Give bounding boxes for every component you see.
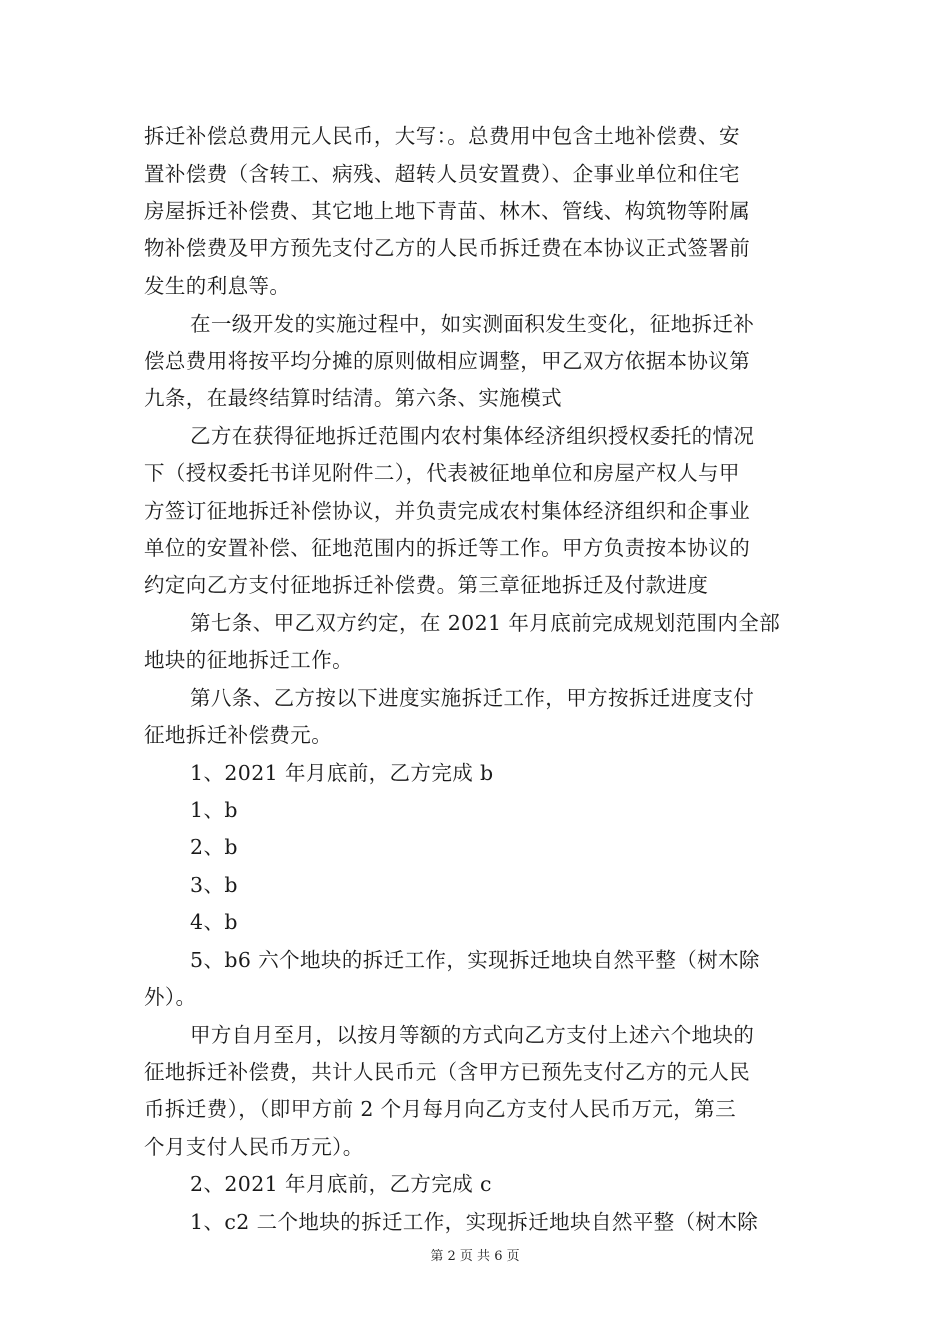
- text-line: 币拆迁费），（即甲方前 2 个月每月向乙方支付人民币万元，第三: [144, 1097, 736, 1121]
- page-number-footer: 第 2 页 共 6 页: [430, 1249, 520, 1264]
- text-line: 下（授权委托书详见附件二），代表被征地单位和房屋产权人与甲: [144, 461, 740, 485]
- text-line: 4、b: [190, 910, 238, 934]
- text-line: 2、2021 年月底前，乙方完成 c: [190, 1172, 492, 1196]
- text-line: 2、b: [190, 835, 238, 859]
- text-line: 物补偿费及甲方预先支付乙方的人民币拆迁费在本协议正式签署前: [144, 236, 751, 260]
- text-line: 九条，在最终结算时结清。第六条、实施模式: [144, 386, 562, 410]
- text-line: 单位的安置补偿、征地范围内的拆迁等工作。甲方负责按本协议的: [144, 536, 751, 560]
- text-line: 外）。: [144, 985, 197, 1009]
- text-line: 第八条、乙方按以下进度实施拆迁工作，甲方按拆迁进度支付: [190, 686, 755, 710]
- text-line: 1、2021 年月底前，乙方完成 b: [190, 761, 494, 785]
- text-line: 个月支付人民币万元）。: [144, 1135, 364, 1159]
- text-line: 乙方在获得征地拆迁范围内农村集体经济组织授权委托的情况: [190, 424, 755, 448]
- text-line: 征地拆迁补偿费元。: [144, 723, 333, 747]
- text-line: 征地拆迁补偿费，共计人民币元（含甲方已预先支付乙方的元人民: [144, 1060, 751, 1084]
- text-line: 5、b6 六个地块的拆迁工作，实现拆迁地块自然平整（树木除: [190, 948, 760, 972]
- text-line: 甲方自月至月，以按月等额的方式向乙方支付上述六个地块的: [190, 1023, 755, 1047]
- text-line: 在一级开发的实施过程中，如实测面积发生变化，征地拆迁补: [190, 312, 755, 336]
- text-line: 1、b: [190, 798, 238, 822]
- text-line: 3、b: [190, 873, 238, 897]
- text-line: 约定向乙方支付征地拆迁补偿费。第三章征地拆迁及付款进度: [144, 573, 709, 597]
- text-line: 发生的利息等。: [144, 274, 291, 298]
- text-line: 第七条、甲乙双方约定，在 2021 年月底前完成规划范围内全部: [190, 611, 781, 635]
- text-line: 房屋拆迁补偿费、其它地上地下青苗、林木、管线、构筑物等附属: [144, 199, 751, 223]
- text-line: 偿总费用将按平均分摊的原则做相应调整，甲乙双方依据本协议第: [144, 349, 751, 373]
- text-line: 方签订征地拆迁补偿协议，并负责完成农村集体经济组织和企事业: [144, 499, 751, 523]
- text-line: 置补偿费（含转工、病残、超转人员安置费）、企事业单位和住宅: [144, 162, 740, 186]
- text-line: 地块的征地拆迁工作。: [144, 648, 353, 672]
- text-line: 1、c2 二个地块的拆迁工作，实现拆迁地块自然平整（树木除: [190, 1210, 759, 1234]
- text-line: 拆迁补偿总费用元人民币，大写：。总费用中包含土地补偿费、安: [144, 124, 740, 148]
